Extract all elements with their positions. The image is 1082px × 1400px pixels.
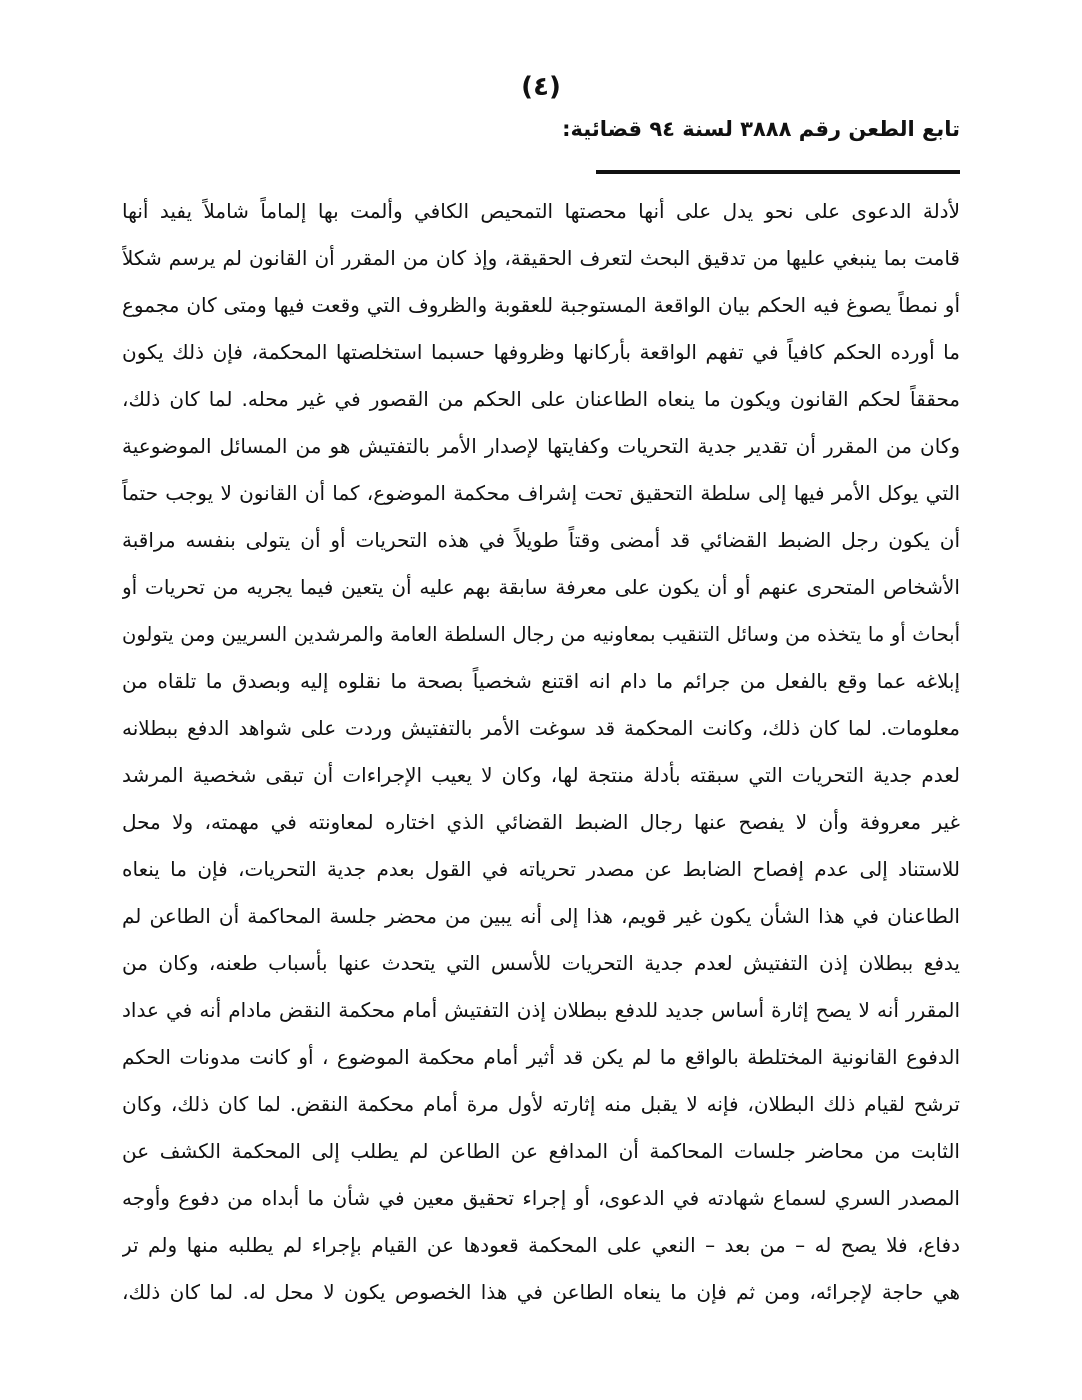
- text-line: الثابت من محاضر جلسات المحاكمة أن المدافع عن الطاعن لم يطلب إلى المحكمة الكشف عن: [122, 1139, 960, 1163]
- page-number: (٤): [521, 72, 561, 102]
- text-line: وكان من المقرر أن تقدير جدية التحريات وكفايتها لإصدار الأمر بالتفتيش هو من المسائل الموضوعية: [122, 434, 960, 458]
- text-line: أو نمطاً يصوغ فيه الحكم بيان الواقعة المستوجبة للعقوبة والظروف التي وقعت فيها ومتى كان مجموع: [122, 293, 960, 317]
- text-line: دفاع، فلا يصح له – من بعد – النعي على المحكمة قعودها عن القيام بإجراء لم يطلبه منها ولم تر: [122, 1233, 960, 1257]
- text-line: لعدم جدية التحريات التي سبقته بأدلة منتجة لها، وكان لا يعيب الإجراءات أن تبقى شخصية المرشد: [122, 763, 960, 787]
- text-line: الأشخاص المتحرى عنهم أو أن يكون على معرفة سابقة بهم عليه أن يتعين فيما يجريه من تحريات أو: [122, 575, 960, 599]
- text-line: محققاً لحكم القانون ويكون ما ينعاه الطاعنان على الحكم من القصور في غير محله. لما كان ذلك،: [122, 387, 960, 411]
- text-line: لأدلة الدعوى على نحو يدل على أنها محصتها التمحيص الكافي وألمت بها إلماماً شاملاً يفيد أنها: [122, 199, 960, 223]
- text-line: إبلاغه عما وقع بالفعل من جرائم ما دام انه اقتنع شخصياً بصحة ما نقلوه إليه وبصدق ما تلقاه من: [122, 669, 960, 693]
- text-line: أن يكون رجل الضبط القضائي قد أمضى وقتاً طويلاً في هذه التحريات أو أن يتولى بنفسه مراقبة: [122, 528, 960, 552]
- heading-divider: [596, 170, 960, 174]
- text-line: ترشح لقيام ذلك البطلان، فإنه لا يقبل منه إثارته لأول مرة أمام محكمة النقض. لما كان ذلك، وكان: [122, 1092, 960, 1116]
- text-line: يدفع ببطلان إذن التفتيش لعدم جدية التحريات للأسس التي يتحدث عنها بأسباب طعنه، وكان من: [122, 951, 960, 975]
- text-line: أبحاث أو ما يتخذه من وسائل التنقيب بمعاونيه من رجال السلطة العامة والمرشدين السريين ومن يتولون: [122, 623, 960, 646]
- text-line: المصدر السري لسماع شهادته في الدعوى، أو إجراء تحقيق معين في شأن ما أبداه من دفوع وأوجه: [122, 1186, 960, 1210]
- text-line: هي حاجة لإجرائه، ومن ثم فإن ما ينعاه الطاعن في هذا الخصوص يكون لا محل له. لما كان ذلك،: [122, 1280, 960, 1304]
- case-heading: تابع الطعن رقم ٣٨٨٨ لسنة ٩٤ قضائية:: [562, 117, 960, 141]
- text-line: معلومات. لما كان ذلك، وكانت المحكمة قد سوغت الأمر بالتفتيش وردت على شواهد الدفع ببطلانه: [122, 716, 960, 740]
- text-line: قامت بما ينبغي عليها من تدقيق البحث لتعرف الحقيقة، وإذ كان من المقرر أن القانون لم يرسم شكلاً: [122, 246, 960, 270]
- text-line: التي يوكل الأمر فيها إلى سلطة التحقيق تحت إشراف محكمة الموضوع، كما أن القانون لا يوجب حتماً: [122, 481, 960, 505]
- text-line: غير معروفة وأن لا يفصح عنها رجال الضبط القضائي الذي اختاره لمعاونته في مهمته، ولا محل: [122, 810, 960, 834]
- text-line: للاستناد إلى عدم إفصاح الضابط عن مصدر تحرياته في القول بعدم جدية التحريات، فإن ما ينعاه: [122, 857, 960, 881]
- text-line: الدفوع القانونية المختلطة بالواقع ما لم يكن قد أثير أمام محكمة الموضوع ، أو كانت مدونات الحكم: [122, 1045, 960, 1069]
- text-line: ما أورده الحكم كافياً في تفهم الواقعة بأركانها وظروفها حسبما استخلصتها المحكمة، فإن ذلك يكون: [122, 340, 960, 364]
- text-line: الطاعنان في هذا الشأن يكون غير قويم، هذا إلى أنه يبين من محضر جلسة المحاكمة أن الطاعن لم: [122, 904, 960, 928]
- body-text: [122, 188, 960, 1316]
- text-line: المقرر أنه لا يصح إثارة أساس جديد للدفع ببطلان إذن التفتيش أمام محكمة النقض مادام أنه في عداد: [122, 998, 960, 1022]
